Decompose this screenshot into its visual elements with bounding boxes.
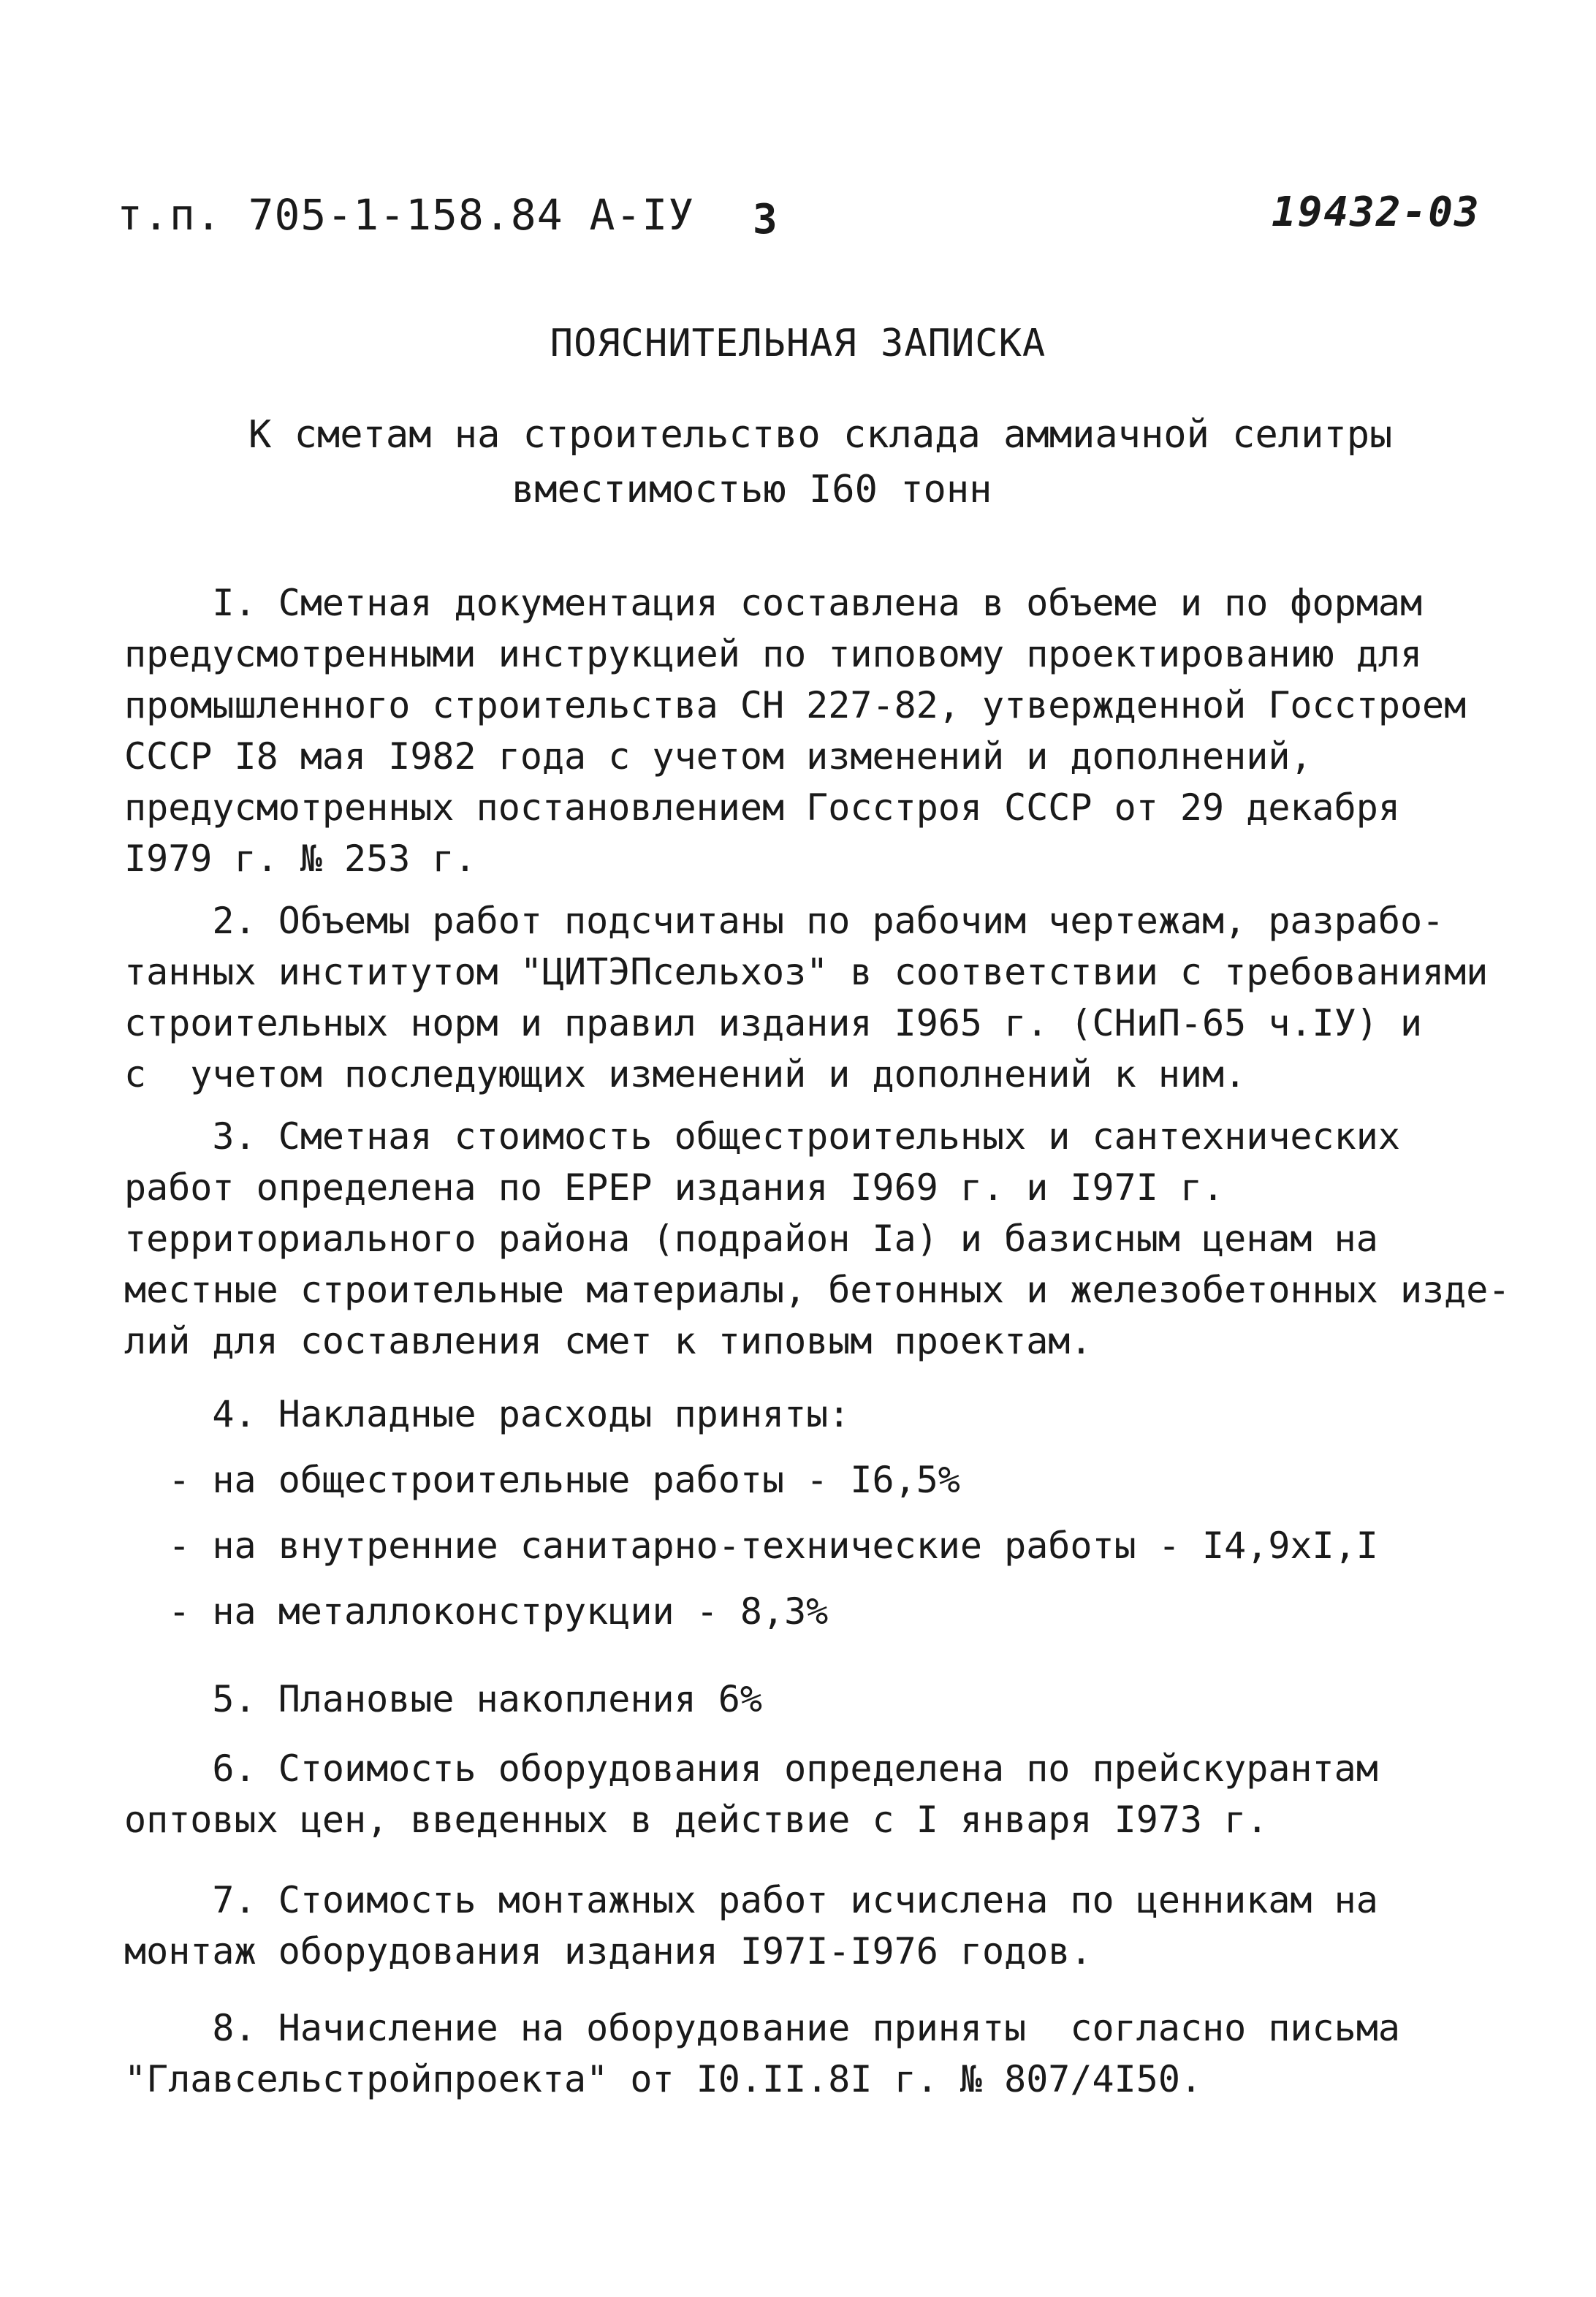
paragraph-1 [124,577,1467,884]
paragraph-line: I979 г. № 253 г. [124,838,476,880]
page-number: 3 [753,196,778,243]
paragraph-2 [124,895,1489,1100]
subtitle-line-1: К сметам на строительство склада аммиачной селитры [248,413,1393,457]
paragraph-line: 3. Сметная стоимость общестроительных и сантехнических [124,1115,1400,1158]
paragraph-line: 2. Объемы работ подсчитаны по рабочим чертежам, разрабо- [124,900,1445,942]
paragraph-line: промышленного строительства СН 227-82, утвержденной Госстроем [124,684,1467,726]
project-code: т.п. 705-1-158.84 А-IУ [117,190,695,240]
paragraph-line: 8. Начисление на оборудование приняты согласно письма [124,2007,1400,2049]
paragraph-line: 7. Стоимость монтажных работ исчислена по ценникам на [124,1879,1378,1921]
paragraph-line: работ определена по ЕРЕР издания I969 г. и I97I г. [124,1166,1225,1209]
archive-number: 19432-03 [1272,189,1481,236]
paragraph-line: 6. Стоимость оборудования определена по прейскурантам [124,1747,1378,1790]
overhead-item-general: - на общестроительные работы - I6,5% [124,1459,960,1501]
paragraph-line: оптовых цен, введенных в действие с I января I973 г. [124,1799,1269,1841]
subtitle-line-2: вместимостью I60 тонн [512,468,992,512]
paragraph-line: с учетом последующих изменений и дополнений к ним. [124,1053,1247,1096]
paragraph-line: строительных норм и правил издания I965 г. (СНиП-65 ч.IУ) и [124,1002,1423,1044]
paragraph-4-heading: 4. Накладные расходы приняты: [124,1393,851,1435]
overhead-item-sanitary: - на внутренние санитарно-технические работы - I4,9хI,I [124,1525,1378,1567]
paragraph-line: предусмотренных постановлением Госстроя СССР от 29 декабря [124,786,1400,829]
paragraph-8 [124,2002,1462,2105]
paragraph-line: СССР I8 мая I982 года с учетом изменений и дополнений, [124,735,1312,778]
paragraph-line: лий для составления смет к типовым проектам. [124,1320,1092,1362]
document-title: ПОЯСНИТЕЛЬНАЯ ЗАПИСКА [550,322,1046,365]
paragraph-line: I. Сметная документация составлена в объеме и по формам [124,582,1423,624]
paragraph-line: "Главсельстройпроекта" от I0.II.8I г. № 807/4I50. [124,2058,1203,2100]
paragraph-5: 5. Плановые накопления 6% [124,1678,762,1720]
overhead-item-metal: - на металлоконструкции - 8,3% [124,1590,829,1633]
paragraph-line: монтаж оборудования издания I97I-I976 годов. [124,1930,1092,1973]
paragraph-line: территориального района (подрайон Iа) и базисным ценам на [124,1218,1378,1260]
paragraph-line: местные строительные материалы, бетонных и железобетонных изде- [124,1269,1510,1311]
paragraph-line: предусмотренными инструкцией по типовому проектированию для [124,633,1423,675]
paragraph-7 [124,1875,1462,1977]
paragraph-6 [124,1743,1462,1845]
paragraph-line: танных институтом "ЦИТЭПсельхоз" в соответствии с требованиями [124,951,1489,993]
paragraph-3 [124,1111,1510,1367]
